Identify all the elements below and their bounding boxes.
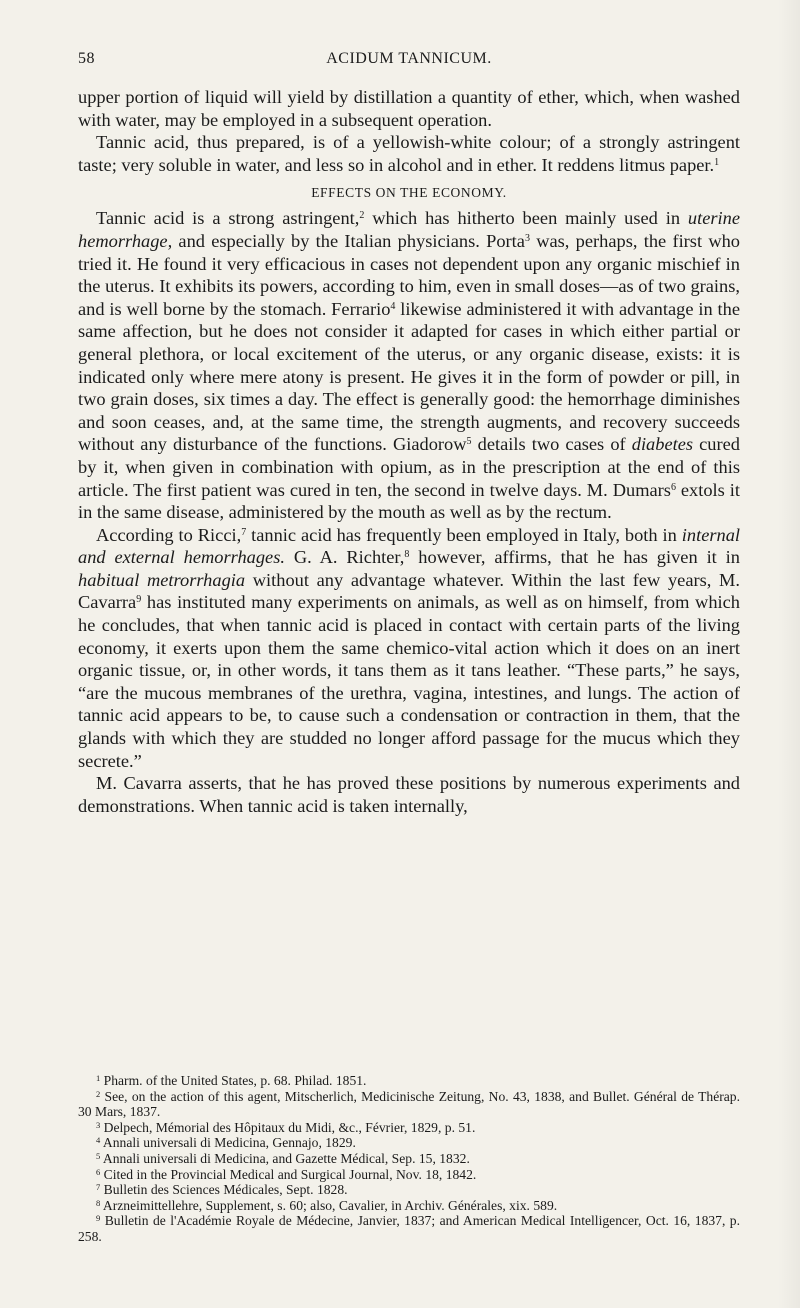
italic-term: diabetes xyxy=(631,434,694,455)
footnote-ref: 7 xyxy=(241,526,247,538)
text-run: was, perhaps, the first who tried it. He found it very efficacious in cases not dependent upon any organic mischief in the uterus. It exhibits its powers, according to him, even in small doses—as of two grains, and is well borne by the stomach. Ferrario xyxy=(78,230,740,319)
footnote xyxy=(78,1120,740,1136)
paragraph-effects xyxy=(78,207,740,523)
footnote xyxy=(78,1073,740,1089)
text-run: which has hitherto been mainly used in xyxy=(364,208,688,229)
text-run: likewise administered it with advantage in the same affection, but he does not consider it adapted for cases in which either partial or general plethora, or local excitement of the uterus, or any organic disease, exists: it is indicated only where mere atony is present. He gives it in the form of powder or pill, in two grain doses, six times a day. The effect is generally good: the hemorrhage diminishes and soon ceases, and, at the same time, the strength augments, and recovery succeeds without any disturbance of the functions. Giadorow xyxy=(78,298,741,455)
footnote-number: 1 xyxy=(96,1073,101,1083)
footnote-text: Cited in the Provincial Medical and Surgical Journal, Nov. 18, 1842. xyxy=(103,1166,477,1182)
footnote xyxy=(78,1182,740,1198)
footnote-text: Bulletin de l'Académie Royale de Médecine, Janvier, 1837; and American Medical Intelligencer, Oct. 16, 1837, p. 258. xyxy=(78,1213,740,1244)
footnote xyxy=(78,1198,740,1214)
text-run: extols it in the same disease, administered by the mouth as well as by the rectum. xyxy=(78,479,740,523)
footnote xyxy=(78,1089,740,1120)
footnote xyxy=(78,1151,740,1167)
footnote-ref: 6 xyxy=(670,481,676,493)
footnotes xyxy=(78,1073,740,1245)
italic-term: internal and external hemorrhages. xyxy=(78,524,741,568)
text-run: According to Ricci, xyxy=(96,524,242,545)
text-run: cured by it, when given in combination with opium, as in the prescription at the end of this article. The first patient was cured in ten, the second in twelve days. M. Dumars xyxy=(78,434,740,500)
footnote-number: 4 xyxy=(96,1135,101,1146)
footnote-text: Pharm. of the United States, p. 68. Philad. 1851. xyxy=(103,1073,367,1088)
footnote-number: 5 xyxy=(96,1150,101,1161)
text-run: and especially by the Italian physicians. Porta xyxy=(172,230,525,251)
footnote-ref: 4 xyxy=(390,300,396,312)
page-number: 58 xyxy=(78,50,95,67)
footnote-text: Delpech, Mémorial des Hôpitaux du Midi, &c., Février, 1829, p. 51. xyxy=(103,1119,476,1135)
footnote-ref: 1 xyxy=(714,156,720,168)
paragraph-properties xyxy=(78,131,740,176)
footnote xyxy=(78,1135,740,1151)
page-edge-shadow xyxy=(778,0,800,1308)
footnote-text: Bulletin des Sciences Médicales, Sept. 1828. xyxy=(103,1182,348,1198)
running-header xyxy=(78,50,740,74)
main-text xyxy=(78,86,740,817)
footnote-number: 7 xyxy=(96,1182,101,1193)
text-run: has instituted many experiments on animals, as well as on himself, from which he concludes, that when tannic acid is placed in contact with certain parts of the living economy, it exerts upon them the same chemico-vital action which it does on an inert organic tissue, or, in other words, it tans them as it tans leather. “These parts,” he says, “are the mucous membranes of the urethra, vagina, intestines, and lungs. The action of tannic acid appears to be, to cause such a condensation or contraction in them, that the glands with which they are studded no longer afford passage for the mucus which they secrete.” xyxy=(78,592,740,771)
footnote-number: 8 xyxy=(96,1197,101,1208)
italic-term: habitual metrorrhagia xyxy=(78,569,246,590)
footnote-ref: 9 xyxy=(136,594,142,606)
text-run: however, affirms, that he has given it in xyxy=(409,547,740,568)
footnote-ref: 2 xyxy=(359,210,365,222)
footnote-text: See, on the action of this agent, Mitscherlich, Medicinische Zeitung, No. 43, 1838, and Bullet. Général de Thérap. 30 Mars, 1837. xyxy=(78,1088,740,1120)
text-run: tannic acid has frequently been employed in Italy, both in xyxy=(246,524,682,545)
footnote-text: Arzneimittellehre, Supplement, s. 60; also, Cavalier, in Archiv. Générales, xix. 589. xyxy=(102,1197,558,1213)
footnote-ref: 5 xyxy=(466,436,472,448)
paragraph-text: Tannic acid, thus prepared, is of a yellowish-white colour; of a strongly astringent taste; very soluble in water, and less so in alcohol and in ether. It reddens litmus paper. xyxy=(78,132,740,175)
paragraph-ricci xyxy=(78,524,740,773)
text-run: details two cases of xyxy=(471,434,632,455)
footnote-number: 9 xyxy=(96,1213,101,1224)
footnote xyxy=(78,1213,740,1244)
paragraph-cavarra: M. Cavarra asserts, that he has proved these positions by numerous experiments and demonstrations. When tannic acid is taken internally, xyxy=(78,773,740,816)
italic-term: uterine hemorrhage, xyxy=(78,208,741,251)
footnote xyxy=(78,1167,740,1183)
section-heading: EFFECTS ON THE ECONOMY. xyxy=(311,185,507,201)
footnote-ref: 3 xyxy=(524,232,530,244)
paragraph-continuation: upper portion of liquid will yield by distillation a quantity of ether, which, when washed with water, may be employed in a subsequent operation. xyxy=(78,87,740,130)
text-run: Tannic acid is a strong astringent, xyxy=(96,208,360,229)
footnote-number: 3 xyxy=(96,1119,101,1130)
footnote-ref: 8 xyxy=(404,549,410,561)
footnote-text: Annali universali di Medicina, and Gazette Médical, Sep. 15, 1832. xyxy=(102,1150,470,1166)
running-title: ACIDUM TANNICUM. xyxy=(326,50,492,67)
text-run: G. A. Richter, xyxy=(284,547,405,568)
footnote-number: 6 xyxy=(96,1166,101,1177)
footnote-text: Annali universali di Medicina, Gennajo, 1829. xyxy=(102,1135,356,1151)
footnote-number: 2 xyxy=(96,1088,101,1099)
text-run: without any advantage whatever. Within the last few years, M. Cavarra xyxy=(78,569,740,613)
